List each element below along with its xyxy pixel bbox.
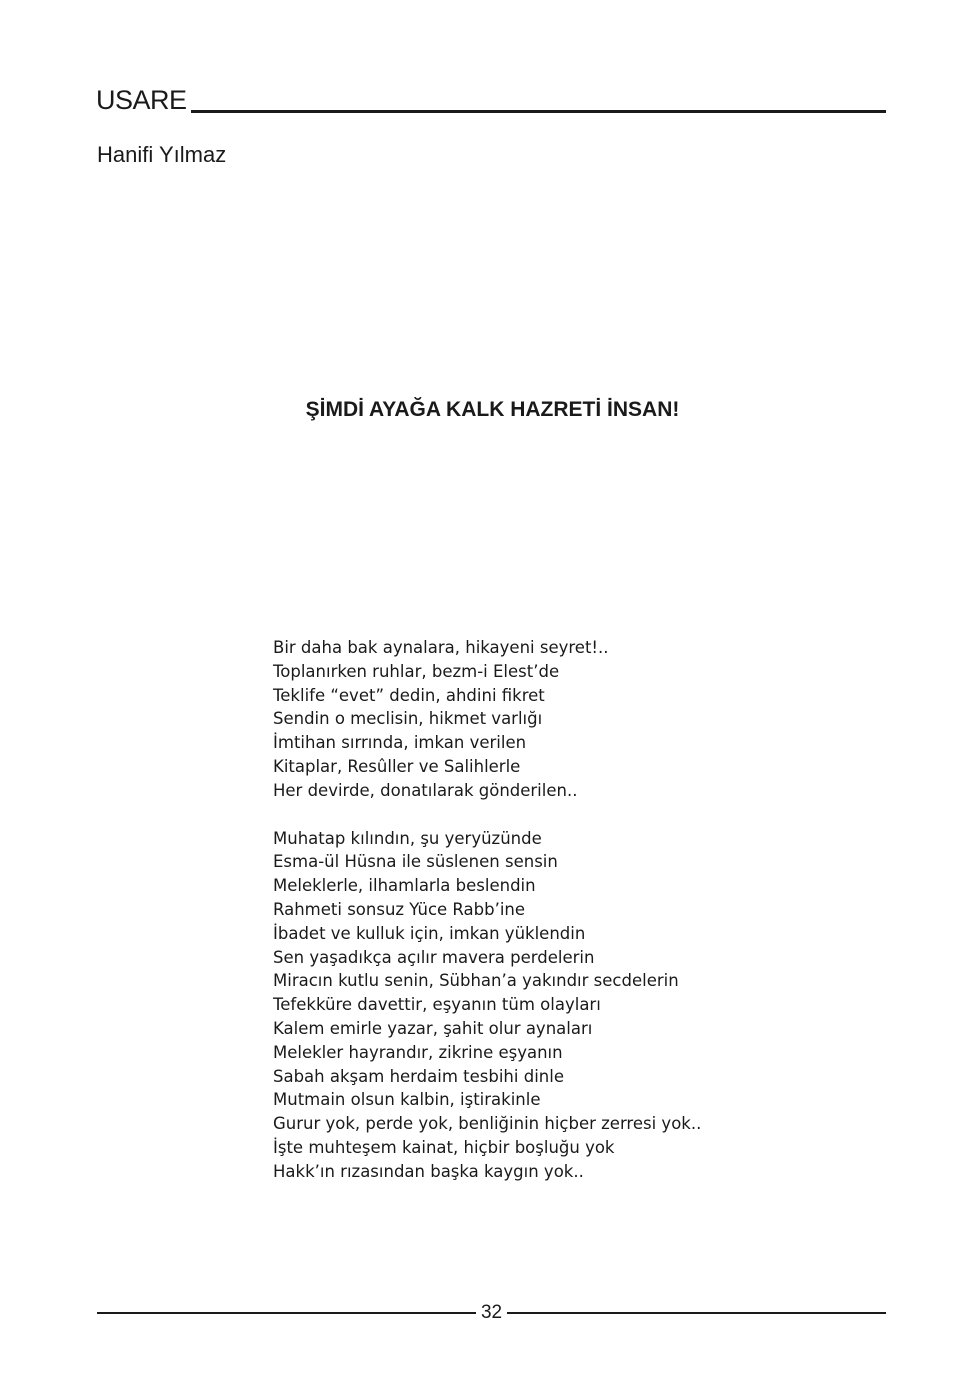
page-footer — [97, 1300, 886, 1326]
verse-line: Sendin o meclisin, hikmet varlığı — [273, 709, 543, 729]
verse-line: Teklife “evet” dedin, ahdini fikret — [273, 685, 545, 705]
stanza — [273, 636, 873, 803]
page-header — [96, 80, 886, 114]
verse-line: Kitaplar, Resûller ve Salihlerle — [273, 756, 521, 776]
verse-line: Hakk’ın rızasından başka kaygın yok.. — [273, 1161, 584, 1181]
verse-line: Esma-ül Hüsna ile süslenen sensin — [273, 852, 558, 872]
author-name: Hanifi Yılmaz — [97, 142, 227, 167]
verse-line: Rahmeti sonsuz Yüce Rabb’ine — [273, 899, 526, 919]
journal-name: USARE — [96, 85, 187, 115]
verse-line: Miracın kutlu senin, Sübhan’a yakındır secdelerin — [273, 971, 679, 991]
page-number: 32 — [480, 1302, 503, 1323]
verse-line: Her devirde, donatılarak gönderilen.. — [273, 780, 578, 800]
verse-line: Toplanırken ruhlar, bezm-i Elest’de — [273, 661, 560, 681]
stanza — [273, 827, 873, 1184]
verse-line: Melekler hayrandır, zikrine eşyanın — [273, 1042, 563, 1062]
footer-rule-right — [507, 1312, 886, 1314]
verse-line: Sabah akşam herdaim tesbihi dinle — [273, 1066, 564, 1086]
verse-line: Gurur yok, perde yok, benliğinin hiçber zerresi yok.. — [273, 1114, 702, 1134]
verse-line: İmtihan sırrında, imkan verilen — [273, 733, 527, 753]
verse-line: İşte muhteşem kainat, hiçbir boşluğu yok — [273, 1137, 615, 1157]
verse-line: Bir daha bak aynalara, hikayeni seyret!.. — [273, 638, 609, 657]
verse-line: Muhatap kılındın, şu yeryüzünde — [273, 828, 542, 848]
verse-line: Sen yaşadıkça açılır mavera perdelerin — [273, 947, 595, 967]
verse-line: İbadet ve kulluk için, imkan yüklendin — [273, 923, 586, 943]
header-rule — [191, 110, 886, 113]
verse-line: Tefekküre davettir, eşyanın tüm olayları — [273, 995, 601, 1015]
poem-body — [273, 636, 873, 1184]
footer-rule-left — [97, 1312, 476, 1314]
verse-line: Mutmain olsun kalbin, iştirakinle — [273, 1090, 541, 1110]
verse-line: Kalem emirle yazar, şahit olur aynaları — [273, 1018, 593, 1038]
verse-line: Meleklerle, ilhamlarla beslendin — [273, 876, 536, 896]
poem-title: ŞİMDİ AYAĞA KALK HAZRETİ İNSAN! — [305, 398, 680, 421]
